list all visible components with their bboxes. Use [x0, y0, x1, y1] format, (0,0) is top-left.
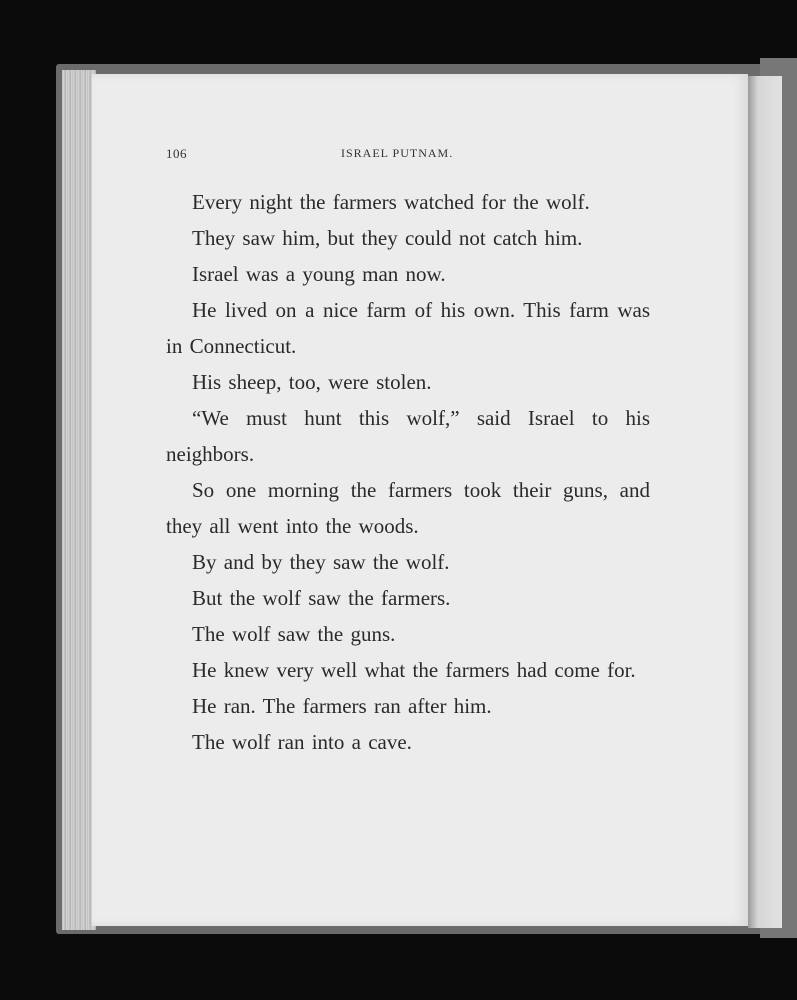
running-head: ISRAEL PUTNAM. — [341, 146, 454, 160]
page-edges — [62, 70, 96, 930]
paragraph: But the wolf saw the farmers. — [192, 586, 451, 610]
paragraph: The wolf ran into a cave. — [192, 730, 412, 754]
page-header — [166, 146, 646, 166]
paragraph: The wolf saw the guns. — [192, 622, 396, 646]
facing-page-edge — [748, 76, 782, 928]
paragraph: “We must hunt this wolf,” said Israel to his neighbors. — [166, 406, 650, 466]
paragraph: His sheep, too, were stolen. — [192, 370, 432, 394]
page-number: 106 — [166, 146, 187, 161]
paragraph: So one morning the farmers took their guns, and they all went into the woods. — [166, 478, 650, 538]
paragraph: He knew very well what the farmers had come for. — [192, 658, 636, 682]
paragraph: He ran. The farmers ran after him. — [192, 694, 492, 718]
paragraph: They saw him, but they could not catch him. — [192, 226, 583, 250]
paragraph: He lived on a nice farm of his own. This farm was in Connecticut. — [166, 298, 650, 358]
page-text — [166, 184, 650, 760]
paragraph: Every night the farmers watched for the wolf. — [192, 190, 590, 214]
paragraph: Israel was a young man now. — [192, 262, 446, 286]
paragraph: By and by they saw the wolf. — [192, 550, 450, 574]
